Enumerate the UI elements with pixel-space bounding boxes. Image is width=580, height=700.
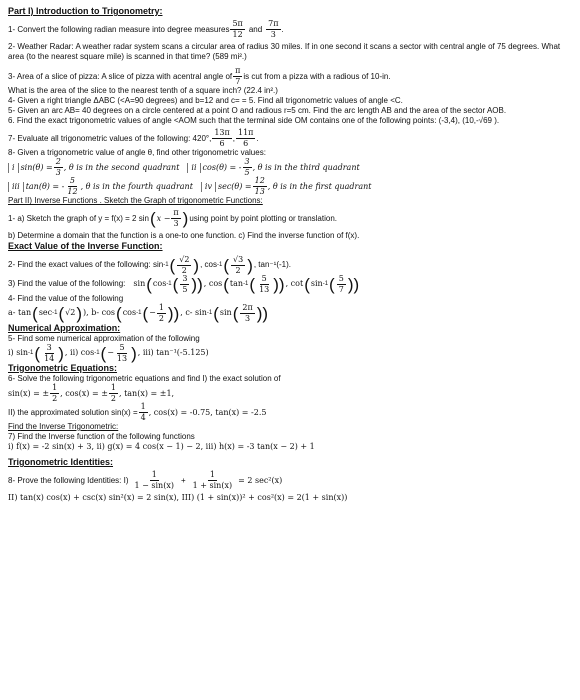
- exact-question-3-text: 3) Find the value of the following:: [8, 279, 126, 288]
- denominator: 12: [232, 30, 243, 40]
- open-paren: (: [32, 303, 38, 323]
- denominator: 2: [235, 265, 241, 275]
- denominator: 12: [67, 187, 78, 197]
- item-c: , c- sin: [180, 308, 207, 317]
- close-paren: ): [247, 255, 253, 275]
- item-label: iv: [201, 182, 216, 192]
- numerator: 5: [119, 342, 125, 352]
- close-paren: )): [273, 274, 285, 294]
- question-3: [8, 67, 572, 86]
- function-name: cos: [122, 308, 137, 317]
- function-name: sin: [219, 308, 232, 317]
- denominator: 4: [140, 413, 146, 422]
- condition-text: , θ is in the second quadrant: [63, 162, 180, 172]
- fraction: [257, 275, 271, 294]
- question-1b: b) Determine a domain that the function is a one-to one function. c) Find the inverse function of f(x).: [8, 231, 360, 241]
- denominator: 13: [116, 353, 128, 363]
- open-paren: (: [304, 274, 310, 294]
- fraction: [191, 471, 234, 490]
- fraction: [115, 344, 129, 363]
- exact-question-2-tail: , tan⁻¹(-1).: [253, 260, 291, 269]
- equations-title: Trigonometric Equations:: [8, 362, 118, 373]
- close-paren: )): [191, 274, 203, 294]
- denominator: 2: [158, 313, 164, 323]
- numerical-items: i) sin -1 ( $\frac{3}{14}$ ) , ii) cos -1 ( − $\frac{5}{13}$ ) , iii) tan⁻¹(-5.125): [8, 342, 209, 363]
- question-2: 2- Weather Radar: A weather radar system scans a circular area of radius 30 miles. If in one second it scans a sector with central angle of 75 degrees. What area (to the nearest square mile) is scanned in that time? (589 mi².): [8, 42, 561, 62]
- denominator: 1 + sin(x): [192, 481, 233, 491]
- numerator: 5π: [232, 19, 243, 29]
- numerator: 5: [69, 176, 76, 186]
- punctuation: .: [256, 133, 259, 143]
- question-1: [8, 20, 572, 39]
- open-paren: (: [223, 255, 229, 275]
- function-name: , cot: [285, 279, 304, 288]
- identities-question-8b: II) tan(x) cos(x) + csc(x) sin²(x) = 2 sin(x), III) (1 + sin(x))² + cos²(x) = 2(1 + sin(x)): [8, 493, 348, 503]
- fraction: [133, 471, 176, 490]
- open-paren: (: [169, 255, 176, 275]
- numerator: 3: [244, 157, 250, 167]
- numerator: 13π: [214, 128, 230, 138]
- denominator: 13: [259, 284, 270, 294]
- denominator: 6: [219, 139, 225, 149]
- fraction: [139, 403, 148, 422]
- close-paren: )): [347, 274, 360, 294]
- fraction: [266, 20, 280, 39]
- numerator: 1: [158, 302, 164, 312]
- open-paren: (: [223, 274, 229, 294]
- equations-question-6: 6- Solve the following trigonometric equations and find I) the exact solution of: [8, 374, 281, 383]
- open-paren: (: [142, 303, 149, 323]
- open-paren: (: [58, 303, 65, 323]
- denominator: 5: [244, 168, 250, 178]
- open-paren: (: [34, 343, 41, 363]
- question-1a-text-2: using point by point plotting or translation.: [189, 213, 337, 223]
- function-name: sin: [310, 279, 323, 288]
- equation-lhs: sin(θ) =: [20, 162, 53, 172]
- punctuation: .: [281, 24, 284, 34]
- exact-question-2-text: 2- Find the exact values of the following: sin: [8, 260, 164, 269]
- fraction: [212, 129, 231, 148]
- item-ii: , ii) cos: [64, 348, 95, 358]
- denominator: 5: [182, 284, 188, 294]
- close-paren: ): [182, 209, 189, 229]
- item-a: a- tan: [8, 308, 32, 317]
- question-3-text: 3- Area of a slice of pizza: A slice of pizza with acentral angle of: [8, 71, 233, 81]
- open-paren: (: [116, 303, 122, 323]
- denominator: 7: [235, 77, 241, 87]
- item-label: ii: [187, 163, 200, 173]
- condition-text: , θ is in the third quadrant: [252, 162, 360, 172]
- open-paren: (: [100, 343, 107, 363]
- denominator: 6: [243, 139, 249, 149]
- numerator: 12: [254, 176, 265, 186]
- denominator: 14: [44, 353, 55, 363]
- equation-lhs: tan(θ) = -: [25, 181, 65, 191]
- question-1a: [8, 209, 572, 228]
- numerator: 2: [55, 157, 61, 167]
- numerator: √2: [179, 254, 190, 264]
- open-paren: (: [172, 274, 179, 294]
- inner-expression: x −: [156, 213, 171, 223]
- denominator: 3: [55, 168, 61, 178]
- question-1-text: 1- Convert the following radian measure into degree measures: [8, 24, 230, 34]
- minus-sign: −: [149, 308, 156, 317]
- denominator: 2: [110, 394, 116, 403]
- function-name: cos: [152, 279, 167, 288]
- fraction: [42, 344, 56, 363]
- identities-question-8: [8, 471, 572, 490]
- denominator: 13: [254, 187, 265, 197]
- fraction: [109, 384, 118, 403]
- fraction: [50, 384, 59, 403]
- open-paren: (: [232, 303, 239, 323]
- open-paren: (: [329, 274, 335, 294]
- inverse-title: Find the Inverse Trigonometric:: [8, 422, 119, 431]
- numerator: 3: [46, 342, 52, 352]
- plus-sign: +: [180, 475, 186, 485]
- equation-b: , cos(x) = ±: [60, 388, 108, 398]
- fraction: [171, 209, 180, 228]
- open-paren: (: [149, 209, 156, 229]
- denominator: 3: [173, 219, 179, 229]
- denominator: 2: [52, 394, 58, 403]
- part-2-title: Part II) Inverse Functions . Sketch the Graph of trigonometric Functions:: [8, 196, 263, 206]
- item-label: i: [8, 163, 19, 173]
- numerator: 11π: [237, 128, 254, 138]
- equations-approx: [8, 403, 572, 422]
- numerator: 3: [182, 273, 188, 283]
- question-4: 4- Given a right triangle ΔABC (<A=90 degrees) and b=12 and c= = 5. Find all trigonometric values of angle <C.: [8, 96, 403, 106]
- fraction: [54, 158, 63, 177]
- question-1a-text: 1- a) Sketch the graph of y = f(x) = 2 sin: [8, 213, 149, 223]
- minus-sign: −: [107, 348, 114, 358]
- function-name: sin: [133, 279, 146, 288]
- fraction: [240, 304, 254, 323]
- item-i: i) sin: [8, 348, 29, 358]
- exact-question-3: 3) Find the value of the following: sin ( cos -1 ( $\frac{3}{5}$ )) , cos ( tan -1 ( $\frac{5}{13}$ )) , cot ( sin -1 ( $\frac{5}{7}$ )): [8, 273, 360, 294]
- page-title: Part I) Introduction to Trigonometry:: [8, 6, 163, 16]
- fraction: [180, 275, 189, 294]
- question-8-row-1: [8, 158, 572, 177]
- fraction: [65, 177, 79, 196]
- close-paren: )): [256, 303, 269, 323]
- numerical-question-5: 5- Find some numerical approximation of the following: [8, 333, 200, 343]
- function-name: sec: [38, 308, 53, 317]
- cos-label: , cos: [200, 260, 217, 269]
- exact-question-4-items: a- tan ( sec -1 ( √2 ) ), b- cos ( cos -1 ( − $\frac{1}{2}$ )) , c- sin -1 ( sin ( $\frac{2\pi}{3}$ )): [8, 302, 269, 323]
- function-name: , cos: [203, 279, 223, 288]
- close-paren: ): [131, 343, 137, 363]
- question-3-line-2: What is the area of the slice to the nearest tenth of a square inch? (22.4 in².): [8, 86, 278, 96]
- equations-exact: [8, 384, 572, 403]
- equation-approx-b: , cos(x) = -0.75, tan(x) = -2.5: [148, 407, 267, 417]
- exact-question-2: 2- Find the exact values of the following: sin -1 ( $\frac{√2}{2}$ ) , cos -1 ( $\frac{√3}{2}$ ) , tan⁻¹(-1).: [8, 254, 291, 275]
- equation-c: , tan(x) = ±1,: [118, 388, 175, 398]
- equation-lhs: sec(θ) =: [217, 181, 252, 191]
- item-iii: , iii) tan⁻¹(-5.125): [137, 348, 209, 358]
- numerical-title: Numerical Approximation:: [8, 322, 121, 333]
- open-paren: (: [146, 274, 152, 294]
- inverse-question-7-items: i) f(x) = -2 sin(x) + 3, ii) g(x) = 4 cos(x − 1) − 2, iii) h(x) = -3 tan(x − 2) + 1: [8, 442, 315, 451]
- fraction: [243, 158, 252, 177]
- open-paren: (: [213, 303, 219, 323]
- numerator: π: [235, 66, 241, 76]
- numerator: 1: [151, 470, 157, 480]
- fraction: [230, 20, 244, 39]
- numerator: 5: [338, 273, 344, 283]
- numerator: 5: [261, 273, 267, 283]
- numerator: 1: [209, 470, 215, 480]
- punctuation: ,: [232, 133, 235, 143]
- fraction: [157, 304, 166, 323]
- item-label: iii: [8, 182, 24, 192]
- close-paren: ): [58, 343, 64, 363]
- identities-question-8-text: 8- Prove the following Identities: I): [8, 475, 129, 485]
- equation-a: sin(x) = ±: [8, 388, 50, 398]
- radical: √2: [65, 308, 76, 317]
- question-8-row-2: [8, 177, 572, 196]
- and-word: and: [248, 24, 263, 34]
- denominator: 2: [181, 265, 187, 275]
- fraction: [233, 67, 242, 86]
- question-6: 6. Find the exact trigonometric values of angle <AOM such that the terminal side OM contains one of the following points: (-3,4), (10,-√69 ).: [8, 116, 500, 126]
- numerator: 1: [110, 383, 116, 392]
- equation-approx-a: II) the approximated solution sin(x) =: [8, 407, 138, 417]
- exact-question-4: 4- Find the value of the following: [8, 293, 124, 303]
- open-paren: (: [249, 274, 256, 294]
- question-7-text: 7- Evaluate all trigonometric values of the following: 420°,: [8, 133, 212, 143]
- condition-text: , θ is in the fourth quadrant: [80, 181, 193, 191]
- function-name: tan: [229, 279, 244, 288]
- equation-lhs: cos(θ) = -: [202, 162, 242, 172]
- question-7: [8, 129, 572, 148]
- close-paren: ): [76, 303, 83, 323]
- denominator: 3: [245, 313, 251, 323]
- close-paren: )): [167, 303, 180, 323]
- exact-value-title: Exact Value of the Inverse Function:: [8, 241, 163, 252]
- question-5: 5- Given an arc AB= 40 degrees on a circle centered at a point O and radious r=5 cm. Find the arc length AB and the area of the sector AOB.: [8, 106, 507, 116]
- denominator: 7: [338, 284, 344, 294]
- question-3-text-2: is cut from a pizza with a radious of 10-in.: [243, 71, 391, 81]
- inverse-question-7: 7) Find the Inverse function of the following functions: [8, 432, 195, 441]
- fraction: [236, 129, 255, 148]
- numerator: π: [173, 208, 179, 218]
- numerator: √3: [233, 254, 244, 264]
- identities-title: Trigonometric Identities:: [8, 457, 114, 467]
- fraction: [253, 177, 267, 196]
- close-paren: ): [193, 255, 200, 275]
- numerator: 1: [140, 402, 146, 411]
- numerator: 1: [52, 383, 58, 392]
- fraction: [177, 256, 191, 275]
- fraction: [231, 256, 245, 275]
- question-8: 8- Given a trigonometric value of angle θ, find other trigonometric values:: [8, 148, 266, 158]
- fraction: [337, 275, 346, 294]
- denominator: 1 − sin(x): [134, 481, 174, 491]
- identity-rhs: = 2 sec²(x): [238, 475, 283, 485]
- denominator: 3: [270, 30, 276, 40]
- item-b: ), b- cos: [83, 308, 116, 317]
- condition-text: , θ is in the first quadrant: [267, 181, 372, 191]
- numerator: 7π: [268, 19, 279, 29]
- numerator: 2π: [242, 302, 253, 312]
